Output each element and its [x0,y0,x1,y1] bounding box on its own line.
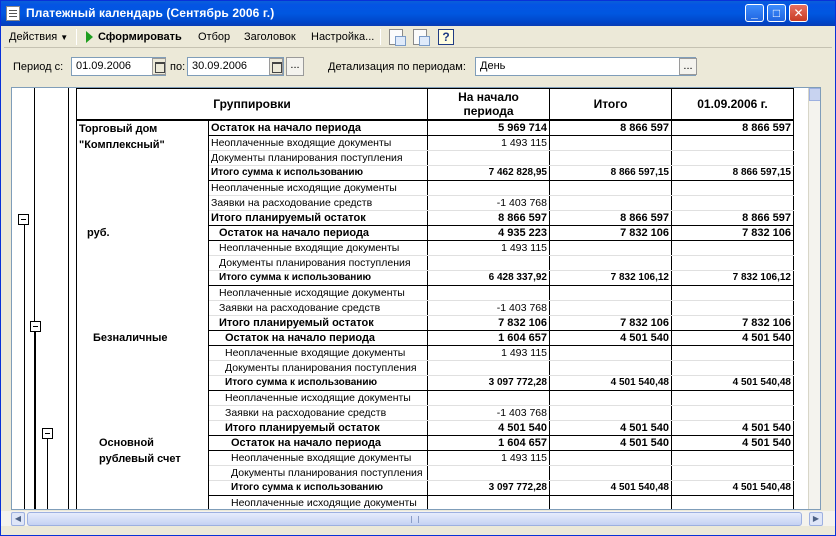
cell-total [550,255,672,270]
cell-total: 4 501 540,48 [550,375,672,390]
toolbar-separator [380,29,381,45]
cell-total [550,285,672,300]
refresh-document-icon[interactable] [413,29,427,45]
play-icon [86,31,93,43]
actions-menu[interactable] [9,29,68,46]
cell-date [672,390,794,405]
period-select-button[interactable]: ... [286,57,304,76]
collapse-icon[interactable] [18,214,29,225]
cell-total [550,240,672,255]
row-label: Остаток на начало периода [209,435,428,450]
cell-start [428,390,550,405]
row-label: Неоплаченные исходящие документы [209,180,428,195]
row-label: Неоплаченные входящие документы [209,240,428,255]
cell-total: 4 501 540,48 [550,480,672,495]
column-header-start-line2: периода [463,103,514,118]
period-to-label: по: [170,61,186,73]
cell-date [672,300,794,315]
table-row [77,120,794,136]
row-label: Остаток на начало периода [209,330,428,345]
cell-total: 7 832 106 [550,315,672,330]
cell-date [672,345,794,360]
row-label: Документы планирования поступления [209,150,428,165]
column-header-grouping: Группировки [77,89,428,120]
cell-total: 4 501 540 [550,330,672,345]
cell-date [672,255,794,270]
group-label [77,120,209,226]
row-label: Неоплаченные исходящие документы [209,390,428,405]
cell-date [672,495,794,510]
cell-total [550,300,672,315]
cell-total: 8 866 597,15 [550,165,672,180]
cell-date: 8 866 597 [672,120,794,136]
row-label: Документы планирования поступления [209,465,428,480]
row-label: Итого планируемый остаток [209,315,428,330]
table-header-row [77,89,794,120]
vertical-scrollbar[interactable] [808,88,821,509]
cell-total [550,135,672,150]
cell-start [428,360,550,375]
cell-date: 8 866 597,15 [672,165,794,180]
cell-total: 7 832 106,12 [550,270,672,285]
cell-total [550,360,672,375]
cell-start: 7 832 106 [428,315,550,330]
report-body [77,120,794,511]
row-label: Итого сумма к использованию [209,165,428,180]
row-label: Остаток на начало периода [209,225,428,240]
row-label: Документы планирования поступления [209,360,428,375]
tree-line [47,439,48,509]
column-header-total: Итого [550,89,672,120]
row-label: Заявки на расходование средств [209,195,428,210]
cell-start [428,465,550,480]
cell-start [428,495,550,510]
cell-start [428,150,550,165]
cell-start: 3 097 772,28 [428,375,550,390]
scrollbar-thumb[interactable] [27,512,802,526]
date-to-value: 30.09.2006 [192,60,248,72]
table-row [77,225,794,240]
scroll-right-icon[interactable]: ▶ [809,512,823,526]
copy-document-icon[interactable] [389,29,403,45]
dropdown-arrow-icon: ▼ [60,33,69,42]
report-area [11,87,821,510]
cell-total [550,405,672,420]
row-label: Остаток на начало периода [209,120,428,136]
grouping-gutter [12,88,72,509]
cell-total [550,465,672,480]
cell-total: 8 866 597 [550,120,672,136]
row-label: Неоплаченные входящие документы [209,450,428,465]
tree-line [24,221,25,509]
detail-value: День [480,60,506,72]
cell-date [672,150,794,165]
group-label-line: Безналичные [93,332,168,344]
report-table [76,88,794,510]
row-label: Неоплаченные входящие документы [209,345,428,360]
row-label: Заявки на расходование средств [209,300,428,315]
cell-date [672,405,794,420]
row-label: Итого сумма к использованию [209,270,428,285]
collapse-icon[interactable] [42,428,53,439]
generate-button[interactable]: Сформировать [98,31,182,43]
cell-date: 8 866 597 [672,210,794,225]
date-from-value: 01.09.2006 [76,60,132,72]
cell-start: 1 604 657 [428,435,550,450]
close-button[interactable]: ✕ [789,4,808,22]
cell-start: 1 493 115 [428,450,550,465]
gutter-divider [68,88,69,509]
group-label-line: Торговый дом [79,122,158,135]
row-label: Неоплаченные исходящие документы [209,285,428,300]
detail-label: Детализация по периодам: [328,61,466,73]
scroll-left-icon[interactable]: ◀ [11,512,25,526]
cell-total [550,495,672,510]
cell-date: 4 501 540,48 [672,375,794,390]
cell-date [672,285,794,300]
group-label-line: Основной [99,437,154,449]
cell-date: 7 832 106 [672,225,794,240]
group-label [77,435,209,510]
cell-date: 4 501 540 [672,420,794,435]
toolbar-separator [76,29,77,45]
scroll-up-icon[interactable] [809,88,821,101]
row-label: Заявки на расходование средств [209,405,428,420]
cell-date [672,360,794,375]
cell-start: -1 403 768 [428,300,550,315]
cell-start: -1 403 768 [428,195,550,210]
period-panel [1,56,835,78]
column-header-start-line1: На начало [458,89,519,104]
tree-line [35,332,36,509]
cell-date: 4 501 540 [672,330,794,345]
cell-total [550,390,672,405]
group-label [77,330,209,435]
cell-date [672,465,794,480]
cell-total [550,450,672,465]
header-button[interactable]: Заголовок [244,31,296,43]
document-icon [6,6,20,21]
cell-date [672,450,794,465]
cell-date [672,240,794,255]
cell-start: -1 403 768 [428,405,550,420]
column-header-start [428,89,550,120]
calendar-icon[interactable] [152,58,166,75]
group-label-line: "Комплексный" [79,138,165,151]
table-row [77,330,794,345]
collapse-icon[interactable] [30,321,41,332]
resize-grip-icon[interactable] [820,521,832,533]
cell-start: 1 493 115 [428,240,550,255]
cell-date [672,195,794,210]
title-bar[interactable] [1,1,835,26]
cell-total [550,195,672,210]
toolbar [4,26,832,48]
horizontal-scrollbar[interactable] [1,511,835,526]
cell-start: 1 493 115 [428,135,550,150]
selection-button[interactable]: Отбор [198,31,231,43]
cell-date: 4 501 540,48 [672,480,794,495]
help-button[interactable]: ? [438,29,454,45]
group-label [77,225,209,330]
cell-start [428,255,550,270]
maximize-button[interactable]: □ [767,4,786,22]
row-label: Итого планируемый остаток [209,420,428,435]
cell-start: 4 935 223 [428,225,550,240]
cell-start: 1 604 657 [428,330,550,345]
cell-start [428,285,550,300]
cell-total: 4 501 540 [550,435,672,450]
cell-total: 7 832 106 [550,225,672,240]
calendar-icon[interactable] [269,58,283,75]
cell-date: 7 832 106 [672,315,794,330]
group-label-line: рублевый счет [99,453,181,465]
row-label: Неоплаченные исходящие документы [209,495,428,510]
row-label: Документы планирования поступления [209,255,428,270]
table-row [77,435,794,450]
cell-start [428,180,550,195]
cell-date: 4 501 540 [672,435,794,450]
cell-start: 3 097 772,28 [428,480,550,495]
settings-button[interactable]: Настройка... [311,31,375,43]
cell-date [672,180,794,195]
cell-total: 4 501 540 [550,420,672,435]
detail-select-button[interactable]: ... [679,58,697,75]
actions-menu-label: Действия [9,31,58,43]
cell-start: 1 493 115 [428,345,550,360]
row-label: Итого планируемый остаток [209,210,428,225]
detail-field[interactable] [475,57,696,76]
cell-date [672,135,794,150]
cell-start: 4 501 540 [428,420,550,435]
cell-start: 6 428 337,92 [428,270,550,285]
cell-total [550,150,672,165]
row-label: Итого сумма к использованию [209,375,428,390]
cell-total: 8 866 597 [550,210,672,225]
row-label: Неоплаченные входящие документы [209,135,428,150]
window-title: Платежный календарь (Сентябрь 2006 г.) [26,6,275,20]
row-label: Итого сумма к использованию [209,480,428,495]
cell-total [550,345,672,360]
period-from-label: Период с: [13,61,64,73]
minimize-button[interactable]: _ [745,4,764,22]
group-label-line: руб. [87,227,110,239]
cell-date: 7 832 106,12 [672,270,794,285]
cell-total [550,180,672,195]
cell-start: 5 969 714 [428,120,550,136]
cell-start: 8 866 597 [428,210,550,225]
column-header-date: 01.09.2006 г. [672,89,794,120]
cell-start: 7 462 828,95 [428,165,550,180]
